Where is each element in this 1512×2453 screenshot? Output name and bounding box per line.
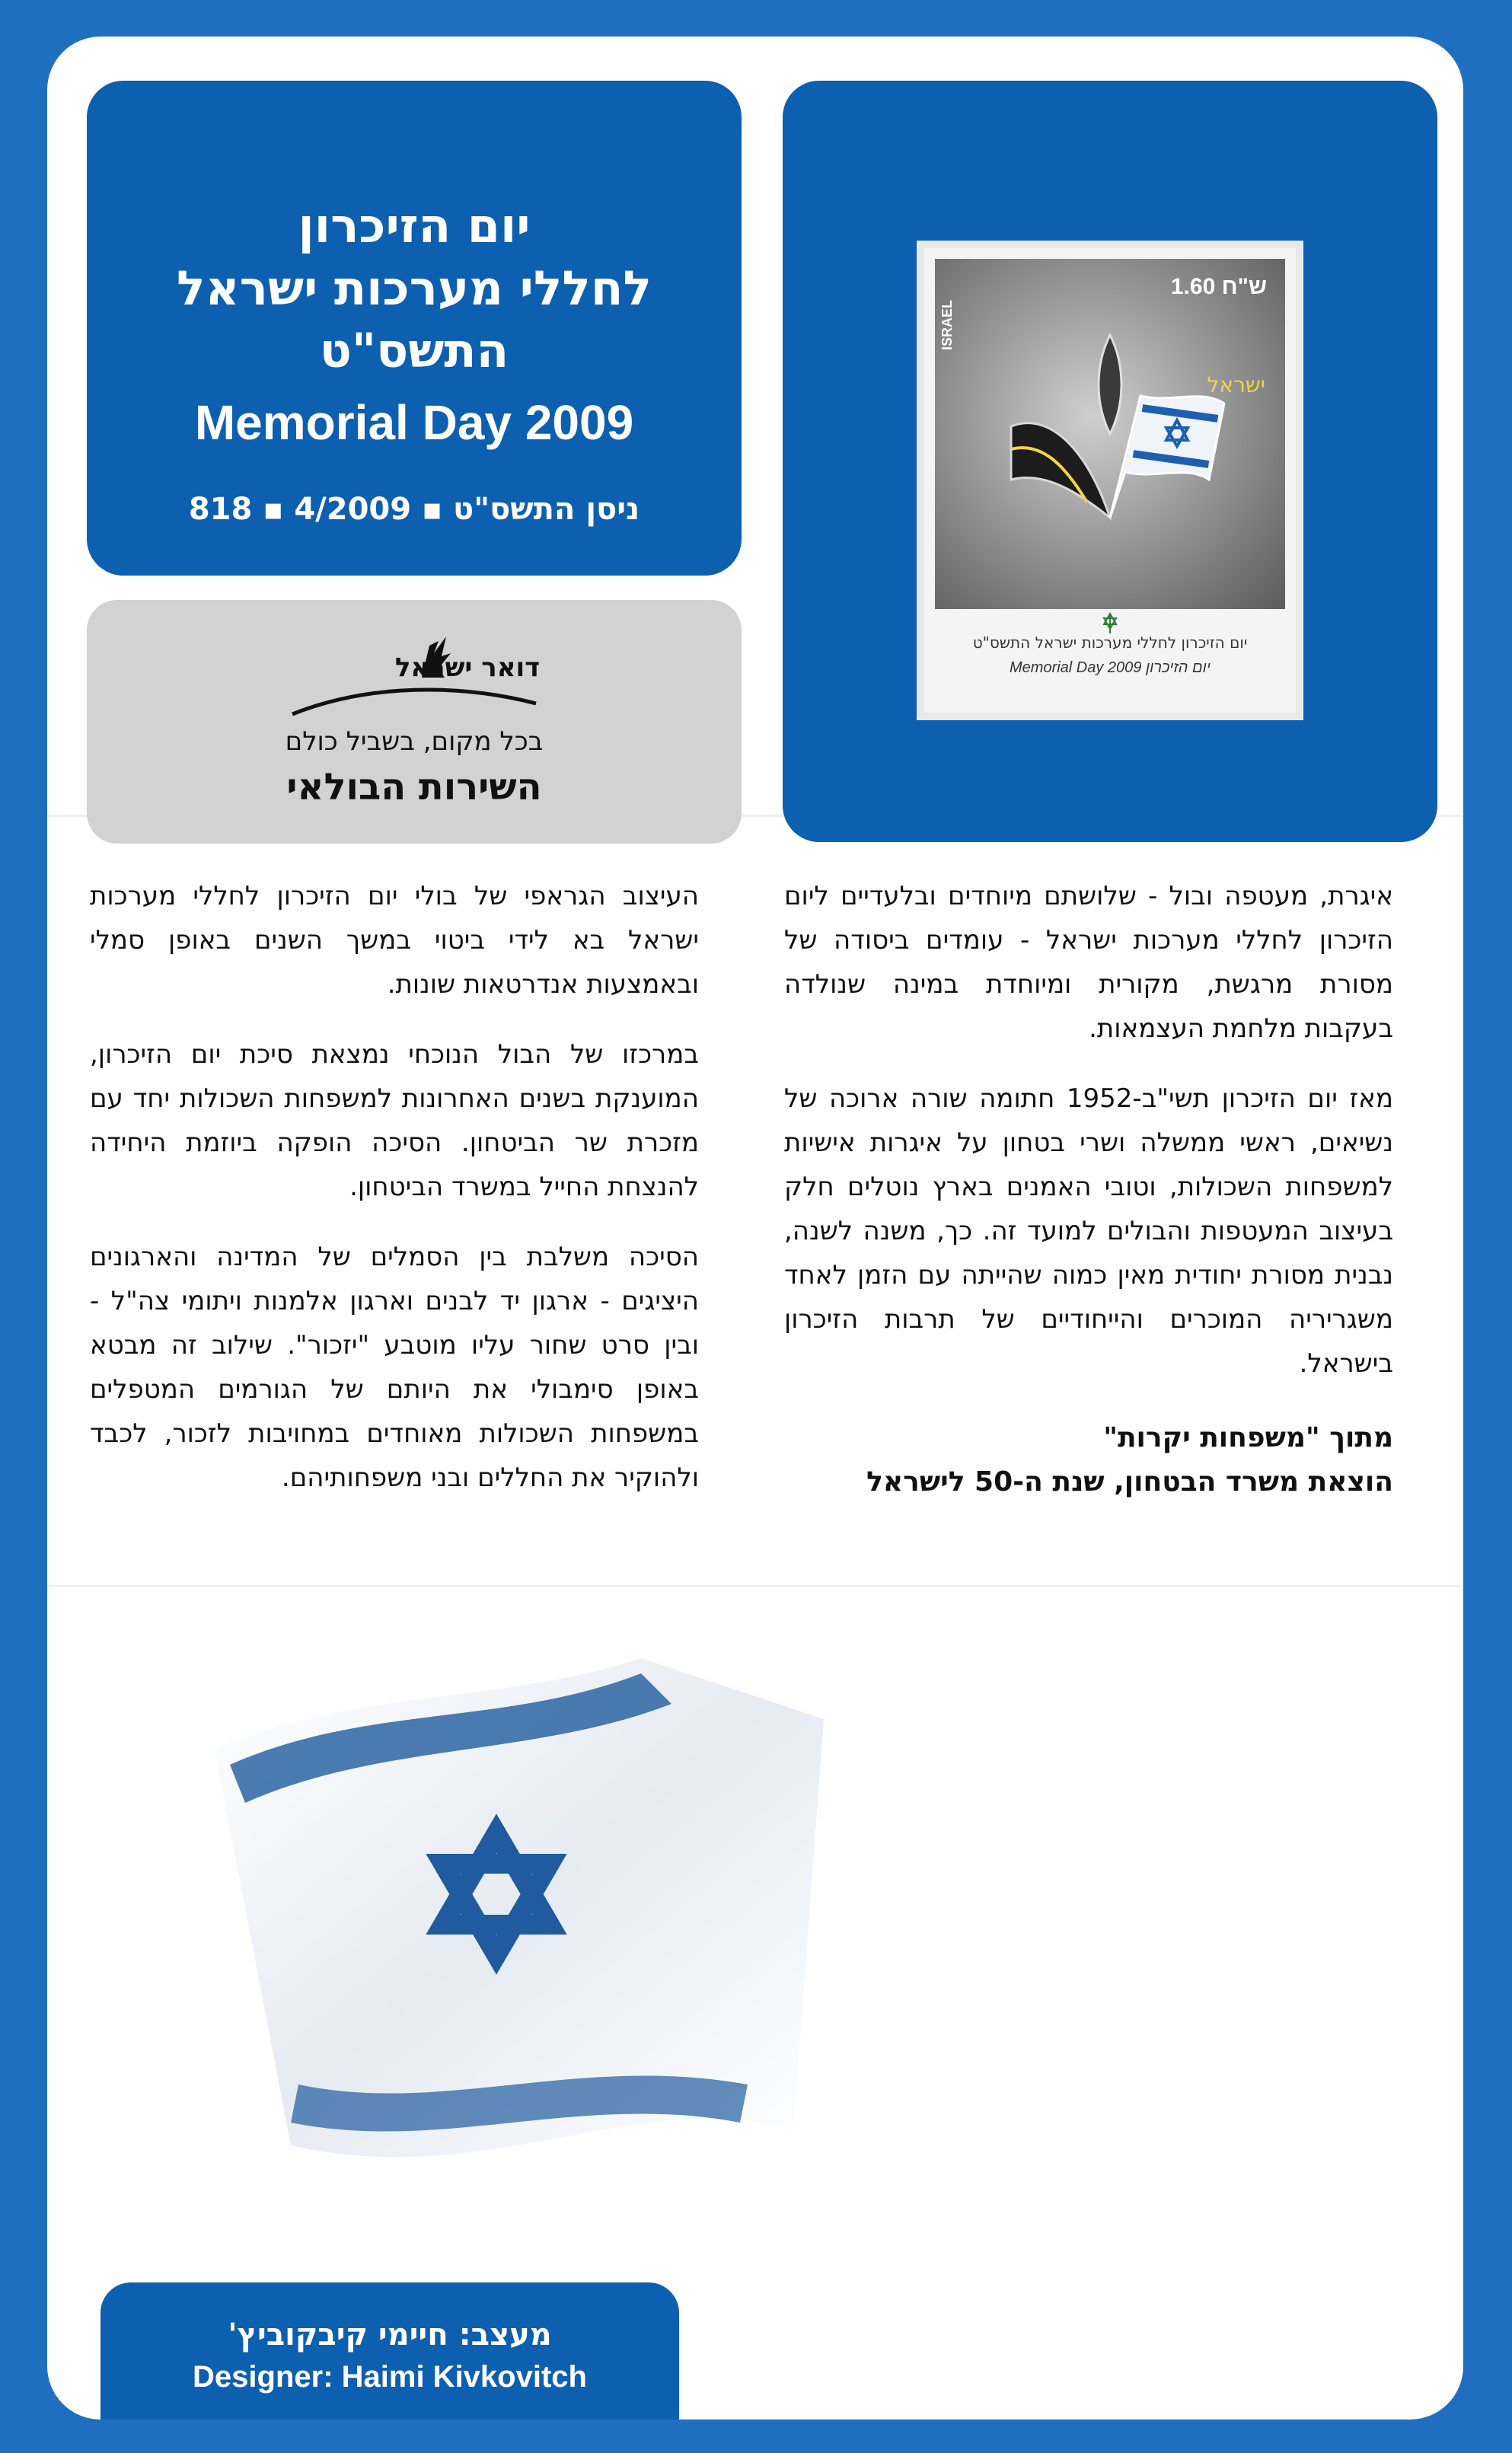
paragraph: במרכזו של הבול הנוכחי נמצאת סיכת יום הזיכרון, המוענקת בשנים האחרונות למשפחות השכולות יחד עם מזכרת שר הביטחון. הסיכה הופקה ביוזמת היחידה להנצחת החייל במשרד הביטחון. — [90, 1039, 699, 1202]
paragraph: מאז יום הזיכרון תשי"ב-1952 חתומה שורה ארוכה של נשיאים, ראשי ממשלה ושרי בטחון על איגרות אישיות למשפחות השכולות, וטובי האמנים בארץ נוטלים חלק בעיצוב המעטפות והבולים למועד זה. כך, משנה לשנה, נבנית מסורת יחודית מאין כמוה שהייתה עם הזמן לאחד משגריריה המוכרים והייחודיים של תרבות הזיכרון בישראל. — [784, 1083, 1393, 1379]
fold-line — [47, 1585, 1463, 1587]
source-credit-line2: הוצאת משרד הבטחון, שנת ה-50 לישראל — [866, 1466, 1393, 1498]
title-he-line3: התשס"ט — [319, 323, 509, 378]
memorial-pin-icon — [981, 320, 1239, 548]
logo-name: דואר ישראל — [394, 652, 541, 683]
stamp-panel — [783, 81, 1437, 842]
title-en: Memorial Day 2009 — [194, 395, 634, 450]
idf-emblem-icon — [1086, 612, 1134, 635]
text-column-left — [90, 874, 699, 1526]
stamp — [924, 248, 1296, 713]
designer-en: Designer: Haimi Kivkovitch — [193, 2360, 587, 2394]
text-column-right — [784, 874, 1393, 1504]
paragraph: איגרת, מעטפה ובול - שלושתם מיוחדים ובלעדיים ליום הזיכרון לחללי מערכות ישראל - עומדים ביסודה של מסורת מרגשת, מקורית ומיוחדת במינה שנולדה בעקבות מלחמת העצמאות. — [784, 881, 1393, 1044]
stamp-tab-caption-he: יום הזיכרון לחללי מערכות ישראל התשס"ט — [972, 633, 1248, 652]
source-credit-line1: מתוך "משפחות יקרות" — [1103, 1422, 1393, 1453]
israel-post-logo-panel — [87, 600, 742, 844]
title-panel — [87, 81, 742, 576]
paragraph: הסיכה משלבת בין הסמלים של המדינה והארגונים היציגים - ארגון יד לבנים וארגון אלמנות ויתומי צה"ל - ובין סרט שחור עליו מוטבע "יזכור". שילוב זה מבטא באופן סימבולי את היותם של הגורמים המטפלים במשפחות השכולות מאוחדים במחויבות לזכור, לכבד ולהוקיר את החללים ובני משפחותיהם. — [90, 1242, 699, 1493]
paragraph: העיצוב הגראפי של בולי יום הזיכרון לחללי מערכות ישראל בא לידי ביטוי במשך השנים באופן סמלי ובאמצעות אנדרטאות שונות. — [90, 881, 699, 1000]
title-he-line1: יום הזיכרון — [298, 198, 531, 254]
designer-panel — [100, 2282, 679, 2420]
bulletin-sheet — [47, 37, 1463, 2420]
issue-info: ניסן התשס"ט ▪ 4/2009 ▪ 818 — [188, 492, 640, 527]
stamp-country-he: ישראל — [1207, 372, 1265, 397]
stamp-value: 1.60 ש"ח — [1170, 274, 1267, 299]
stamp-tab-caption-en: Memorial Day 2009 יום הזיכרון — [1010, 659, 1211, 676]
philatelic-service-label: השירות הבולאי — [286, 766, 542, 809]
logo-slogan: בכל מקום, בשביל כולם — [285, 726, 544, 757]
stamp-image — [935, 259, 1285, 609]
israel-post-deer-logo-icon — [277, 630, 551, 722]
designer-he: מעצב: חיימי קיבקוביץ' — [228, 2317, 552, 2353]
israel-flag-illustration-icon — [215, 1658, 824, 2191]
title-he-line2: לחללי מערכות ישראל — [176, 260, 652, 316]
stamp-country-en: ISRAEL — [939, 299, 955, 350]
